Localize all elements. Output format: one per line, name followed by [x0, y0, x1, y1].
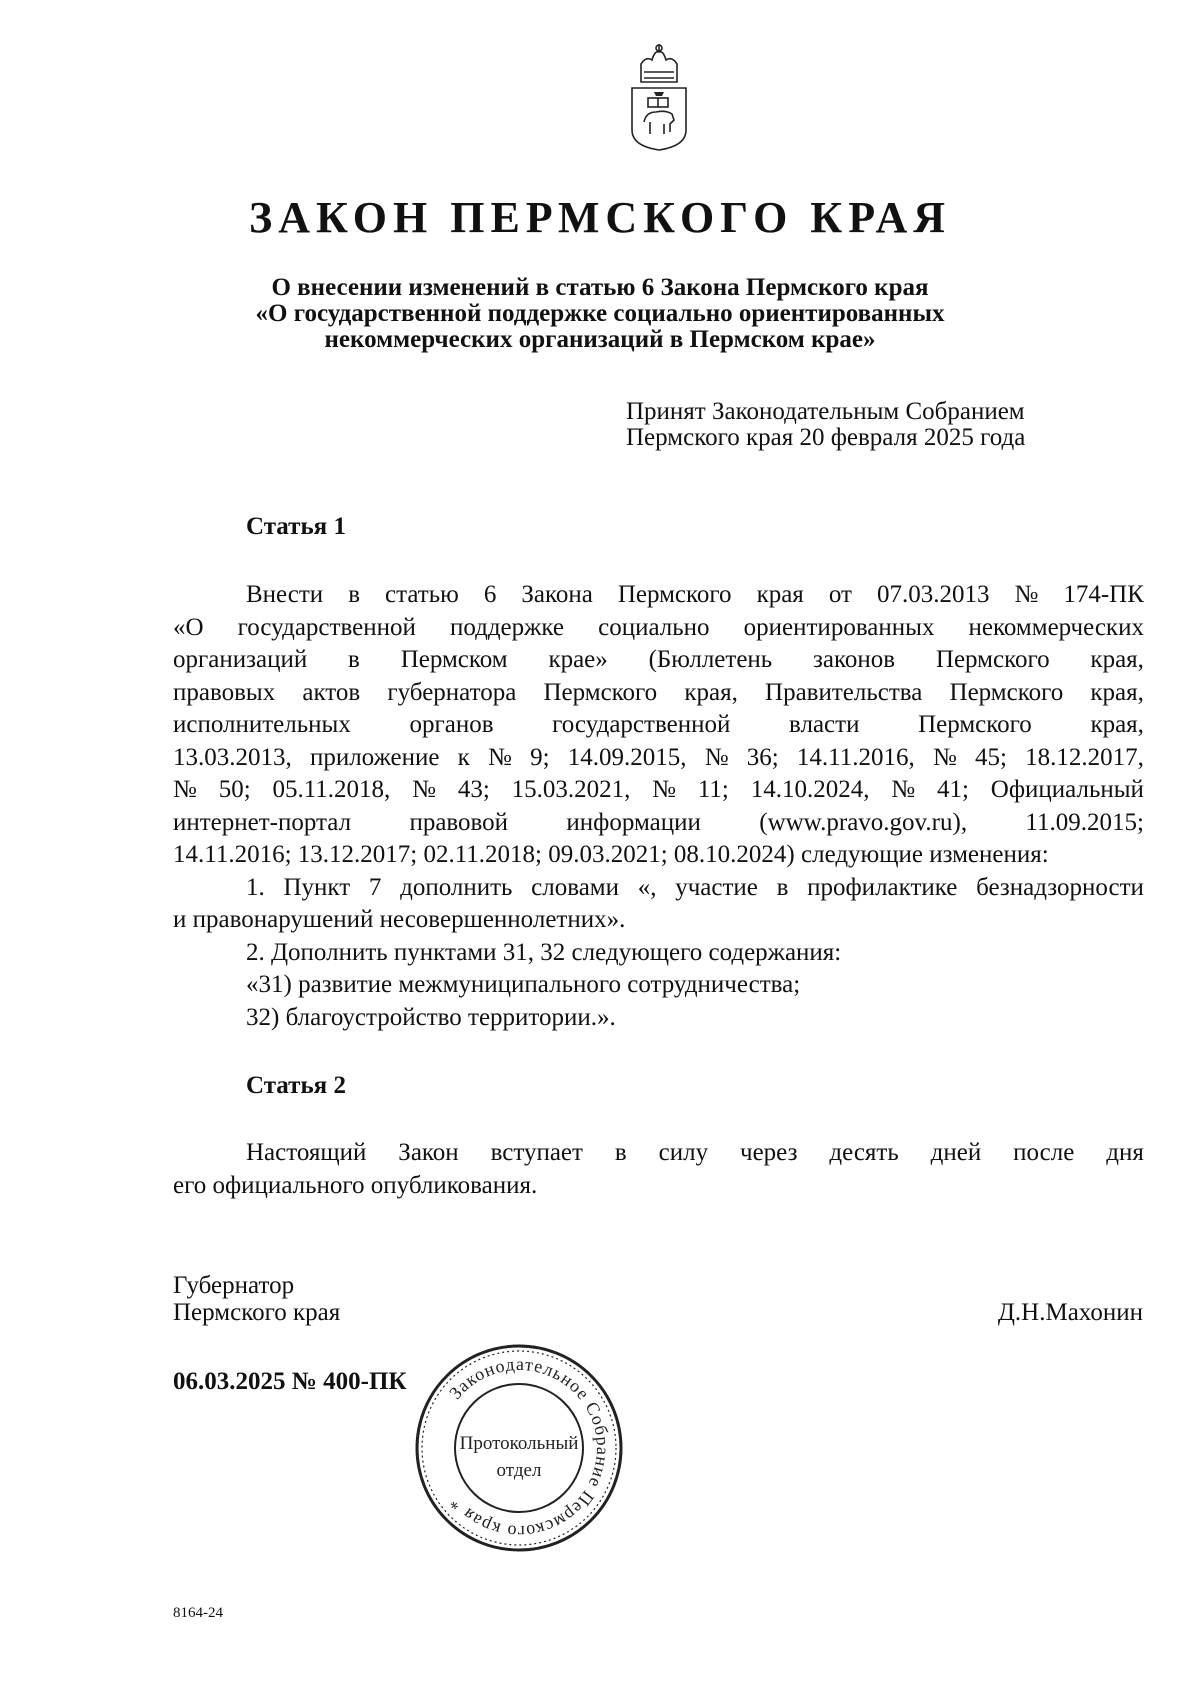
word: 11.09.2015; — [1025, 808, 1144, 836]
stamp-center-line: отдел — [496, 1460, 542, 1481]
word: Закона — [521, 581, 593, 608]
item-1-line — [173, 872, 1144, 905]
word: № — [891, 776, 916, 803]
word: информации — [566, 808, 701, 836]
article-2-heading: Статья 2 — [246, 1072, 346, 1099]
word: 9; — [530, 743, 550, 771]
word: № — [932, 743, 957, 771]
word: в — [348, 581, 361, 608]
word: органов — [409, 711, 494, 738]
word: организаций — [173, 646, 308, 673]
word: Пермского — [935, 646, 1050, 673]
governor-title-line: Пермского края — [173, 1299, 341, 1326]
word: словами — [531, 873, 619, 901]
word: крае» — [548, 646, 608, 673]
word: «О — [173, 613, 204, 641]
word: края, — [1090, 646, 1144, 673]
word: 41; — [936, 776, 969, 803]
word: Пункт — [283, 873, 351, 901]
word: (Бюллетень — [648, 646, 773, 673]
item-2-point-32: 32) благоустройство территории.». — [246, 1003, 616, 1031]
word: приложение — [309, 743, 440, 771]
word: от — [828, 581, 852, 608]
word: края, — [684, 678, 738, 706]
word: в — [614, 1139, 627, 1166]
word: края, — [1090, 678, 1144, 706]
text-line — [173, 579, 1144, 612]
stamp-center-line: Протокольный — [459, 1433, 579, 1454]
word: вступает — [490, 1139, 583, 1166]
coat-of-arms-icon — [626, 42, 692, 152]
word: в — [776, 873, 789, 901]
word: Пермского — [617, 581, 732, 608]
word: силу — [658, 1139, 709, 1166]
word: участие — [675, 873, 758, 901]
word: № — [704, 743, 729, 771]
word: дня — [1106, 1139, 1144, 1166]
word: десять — [829, 1139, 899, 1166]
word: государственной — [552, 711, 731, 738]
text-line — [173, 644, 1144, 677]
text-line — [173, 709, 1144, 742]
text-line — [173, 1137, 1144, 1170]
text-line: 14.11.2016; 13.12.2017; 02.11.2018; 09.03.2021; 08.10.2024) следующие изменения: — [173, 841, 1049, 868]
word: статью — [385, 581, 459, 608]
word: Пермском — [400, 646, 508, 673]
text-line — [173, 807, 1144, 840]
word: 1. — [246, 873, 265, 901]
word: № — [1014, 581, 1039, 608]
word: актов — [302, 678, 361, 706]
word: 15.03.2021, — [511, 776, 631, 803]
word: государственной — [237, 613, 416, 641]
word: некоммерческих — [968, 613, 1144, 641]
word: безнадзорности — [976, 873, 1144, 901]
word: 14.11.2016, — [796, 743, 915, 771]
word: края, — [1090, 711, 1144, 738]
article-1-heading: Статья 1 — [246, 513, 346, 540]
word: в — [348, 646, 360, 673]
word: 14.10.2024, — [750, 776, 870, 803]
item-2-line: 2. Дополнить пунктами 31, 32 следующего содержания: — [246, 938, 842, 966]
word: дней — [930, 1139, 982, 1166]
word: 05.11.2018, — [272, 776, 391, 803]
text-line — [173, 677, 1144, 710]
word: 50; — [218, 776, 251, 803]
word: Пермского — [918, 711, 1032, 738]
word: № — [173, 776, 197, 803]
word: 43; — [457, 776, 490, 803]
word: профилактике — [807, 873, 958, 901]
governor-title — [173, 1272, 340, 1326]
word: дополнить — [400, 873, 513, 901]
word: Внести — [246, 581, 324, 608]
official-stamp — [414, 1343, 624, 1553]
governor-title-line: Губернатор — [173, 1272, 295, 1299]
law-number: 06.03.2025 № 400-ПК — [173, 1368, 407, 1395]
word: Правительства — [765, 678, 923, 706]
word: к — [457, 743, 470, 771]
word: правовых — [173, 678, 276, 706]
word: 7 — [368, 873, 382, 901]
word: 6 — [483, 581, 497, 608]
word: Закон — [398, 1139, 459, 1166]
word: ориентированных — [743, 613, 935, 641]
word: «, — [637, 873, 657, 901]
stamp-ring-text: Законодательное Собрание Пермского края * — [445, 1353, 614, 1543]
text-line — [173, 774, 1144, 807]
subtitle-line: «О государственной поддержке социально ориентированных — [255, 300, 945, 327]
article-2-body — [173, 1137, 1144, 1202]
word: Пермского — [949, 678, 1064, 706]
subtitle-line: О внесении изменений в статью 6 Закона Пермского края — [271, 274, 929, 301]
word: 18.12.2017, — [1025, 743, 1144, 771]
word: правовой — [409, 808, 509, 836]
item-2-point-31: «31) развитие межмуниципального сотрудничества; — [246, 971, 801, 998]
word: Официальный — [990, 776, 1144, 803]
word: края — [756, 581, 804, 608]
word: 174-ПК — [1063, 581, 1144, 608]
word: через — [740, 1139, 798, 1166]
word: исполнительных — [173, 711, 351, 738]
text-line — [173, 742, 1144, 775]
word: № — [412, 776, 436, 803]
word: № — [652, 776, 677, 803]
word: 11; — [697, 776, 729, 803]
text-line — [173, 612, 1144, 645]
word: губернатора — [387, 678, 517, 706]
adoption-note — [626, 399, 1025, 451]
item-1-last-line: и правонарушений несовершеннолетних». — [173, 906, 626, 933]
word: 13.03.2013, — [173, 743, 292, 771]
law-subtitle — [0, 275, 1200, 353]
word: 36; — [746, 743, 779, 771]
word: социально — [598, 613, 710, 641]
word: Пермского — [543, 678, 658, 706]
word: 07.03.2013 — [876, 581, 990, 608]
word: после — [1013, 1139, 1075, 1166]
article-1-body — [173, 579, 1144, 1034]
word: поддержке — [449, 613, 565, 641]
document-code: 8164-24 — [173, 1605, 223, 1621]
adoption-line: Принят Законодательным Собранием — [626, 398, 1025, 425]
word: Настоящий — [246, 1139, 367, 1166]
subtitle-line: некоммерческих организаций в Пермском крае» — [324, 326, 876, 353]
word: власти — [789, 711, 860, 738]
adoption-line: Пермского края 20 февраля 2025 года — [626, 424, 1026, 451]
word: интернет-портал — [173, 808, 352, 836]
word: (www.pravo.gov.ru), — [759, 808, 968, 836]
law-title: ЗАКОН ПЕРМСКОГО КРАЯ — [248, 193, 952, 242]
governor-name: Д.Н.Махонин — [997, 1299, 1143, 1326]
word: 14.09.2015, — [567, 743, 687, 771]
word: 45; — [975, 743, 1007, 771]
word: законов — [813, 646, 896, 673]
word: № — [488, 743, 512, 771]
text-line: его официального опубликования. — [173, 1171, 538, 1199]
